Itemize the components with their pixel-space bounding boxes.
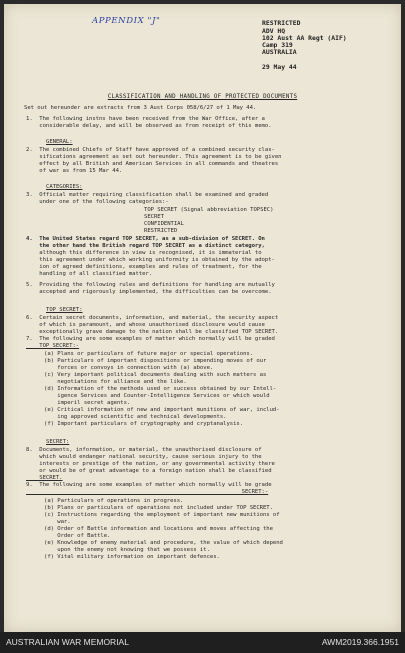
para-line: 8. Documents, information, or material, the unauthorised disclosure of [26,447,262,453]
document-title: CLASSIFICATION AND HANDLING OF PROTECTED DOCUMENTS [107,94,298,100]
list-item: (e) Critical information of new and important munitions of war, includ- [44,407,280,413]
section-heading-categories: CATEGORIES: [46,184,83,190]
para-line: sifications agreement as set out hereunder. This agreement is to be given [26,154,282,160]
list-item: (a) Plans or particulars of future major or special operations. [44,351,254,357]
para-line: interests or prestige of the nation, or any governmental activity there [26,461,275,467]
category-item: RESTRICTED [144,228,178,234]
para-line: 2. The combined Chiefs of Staff have approved of a combined security clas- [26,147,275,153]
header-unit-line: AUSTRALIA [262,48,297,56]
list-item: (f) Vital military information on important defences. [44,554,220,560]
list-item: forces or convoys in connection with (a) above. [44,365,214,371]
para-line: exceptionally grave damage to the nation shall be classified TOP SECRET. [26,329,279,335]
para-line: accepted and rigorously implemented, the difficulties can be overcome. [26,289,272,295]
intro-line: Set out hereunder are extracts from 3 Aust Corps 058/6/27 of 1 May 44. [24,105,257,111]
list-item: (f) Important particulars of cryptography and cryptanalysis. [44,421,244,427]
para-line: considerable delay, and will be observed as from receipt of this memo. [26,123,272,129]
para-line: 3. Official matter requiring classification shall be examined and graded [26,192,269,198]
section-heading-secret: SECRET: [46,439,70,445]
list-item: igence Services and Counter-Intelligence Services or which would [44,393,270,399]
header-unit-line: 102 Aust AA Regt (AIF) [262,34,347,42]
para-line: handling of all classified matter. [26,271,153,277]
category-item: CONFIDENTIAL [144,221,184,227]
archive-footer [0,632,405,653]
list-item: (d) Order of Battle information and locations and moves affecting the [44,526,273,532]
header-date: 29 May 44 [262,63,297,71]
para-line: 7. The following are some examples of matter which normally will be graded [26,336,275,342]
para-line: the other hand the British regard TOP SECRET as a distinct category, [26,243,265,249]
list-item: ing approved scientific and technical developments. [44,414,227,420]
document-page [4,4,401,632]
header-unit-line: Camp 319 [262,41,293,49]
section-heading-top-secret: TOP SECRET: [46,307,83,313]
footer-institution: AUSTRALIAN WAR MEMORIAL [6,637,129,647]
list-item: war. [44,519,71,525]
list-item: imperil secret agents. [44,400,131,406]
list-item: Order of Battle. [44,533,111,539]
para-line: under one of the following categories:- [26,199,169,205]
para-line: SECRET:- [26,489,269,495]
list-item: (a) Particulars of operations in progress. [44,498,184,504]
footer-accession-number: AWM2019.366.1951 [321,637,399,647]
list-item: (c) Very important political documents dealing with such matters as [44,372,267,378]
para-line: of war as from 15 Mar 44. [26,168,123,174]
category-item: TOP SECRET (Signal abbreviation TOPSEC) [144,207,274,213]
header-unit-line: ADV HQ [262,27,286,35]
para-line: TOP SECRET:- [26,343,80,349]
para-line: ion of agreed definitions, examples and rules of treatment, for the [26,264,262,270]
para-line: although this difference in view is recognised, it is immaterial to [26,250,262,256]
para-line: 5. Providing the following rules and definitions for handling are mutually [26,282,275,288]
para-line: SECRET. [26,475,63,481]
para-line: effect by all British and American Services in all commands and theatres [26,161,279,167]
list-item: (d) Information of the methods used or success obtained by our Intell- [44,386,277,392]
section-heading-general: GENERAL: [46,139,73,145]
list-item: negotiations for alliance and the like. [44,379,187,385]
para-line: 1. The following instns have been received from the War Office, after a [26,116,265,122]
list-item: (c) Instructions regarding the employment of important new munitions of [44,512,280,518]
para-line: or would be of great advantage to a foreign nation shall be classified [26,468,272,474]
para-line: 9. The following are some examples of matter which normally will be grade [26,482,272,488]
list-item: upon the enemy not knowing that we possess it. [44,547,210,553]
list-item: (e) Knowledge of enemy material and procedure, the value of which depend [44,540,283,546]
appendix-annotation: APPENDIX "J" [92,16,161,26]
para-line: this agreement under which working uniformity is obtained by the adopt- [26,257,275,263]
list-item: (b) Plans or particulars of operations not included under TOP SECRET. [44,505,273,511]
category-item: SECRET [144,214,164,220]
para-line: 4. The United States regard TOP SECRET, as a sub-division of SECRET. On [26,236,265,242]
para-line: 6. Certain secret documents, information, and material, the security aspect [26,315,279,321]
para-line: which would endanger national security, cause serious injury to the [26,454,262,460]
header-classification: RESTRICTED [262,19,301,27]
para-line: of which is paramount, and whose unauthorised disclosure would cause [26,322,265,328]
list-item: (b) Particulars of important dispositions or impending moves of our [44,358,267,364]
